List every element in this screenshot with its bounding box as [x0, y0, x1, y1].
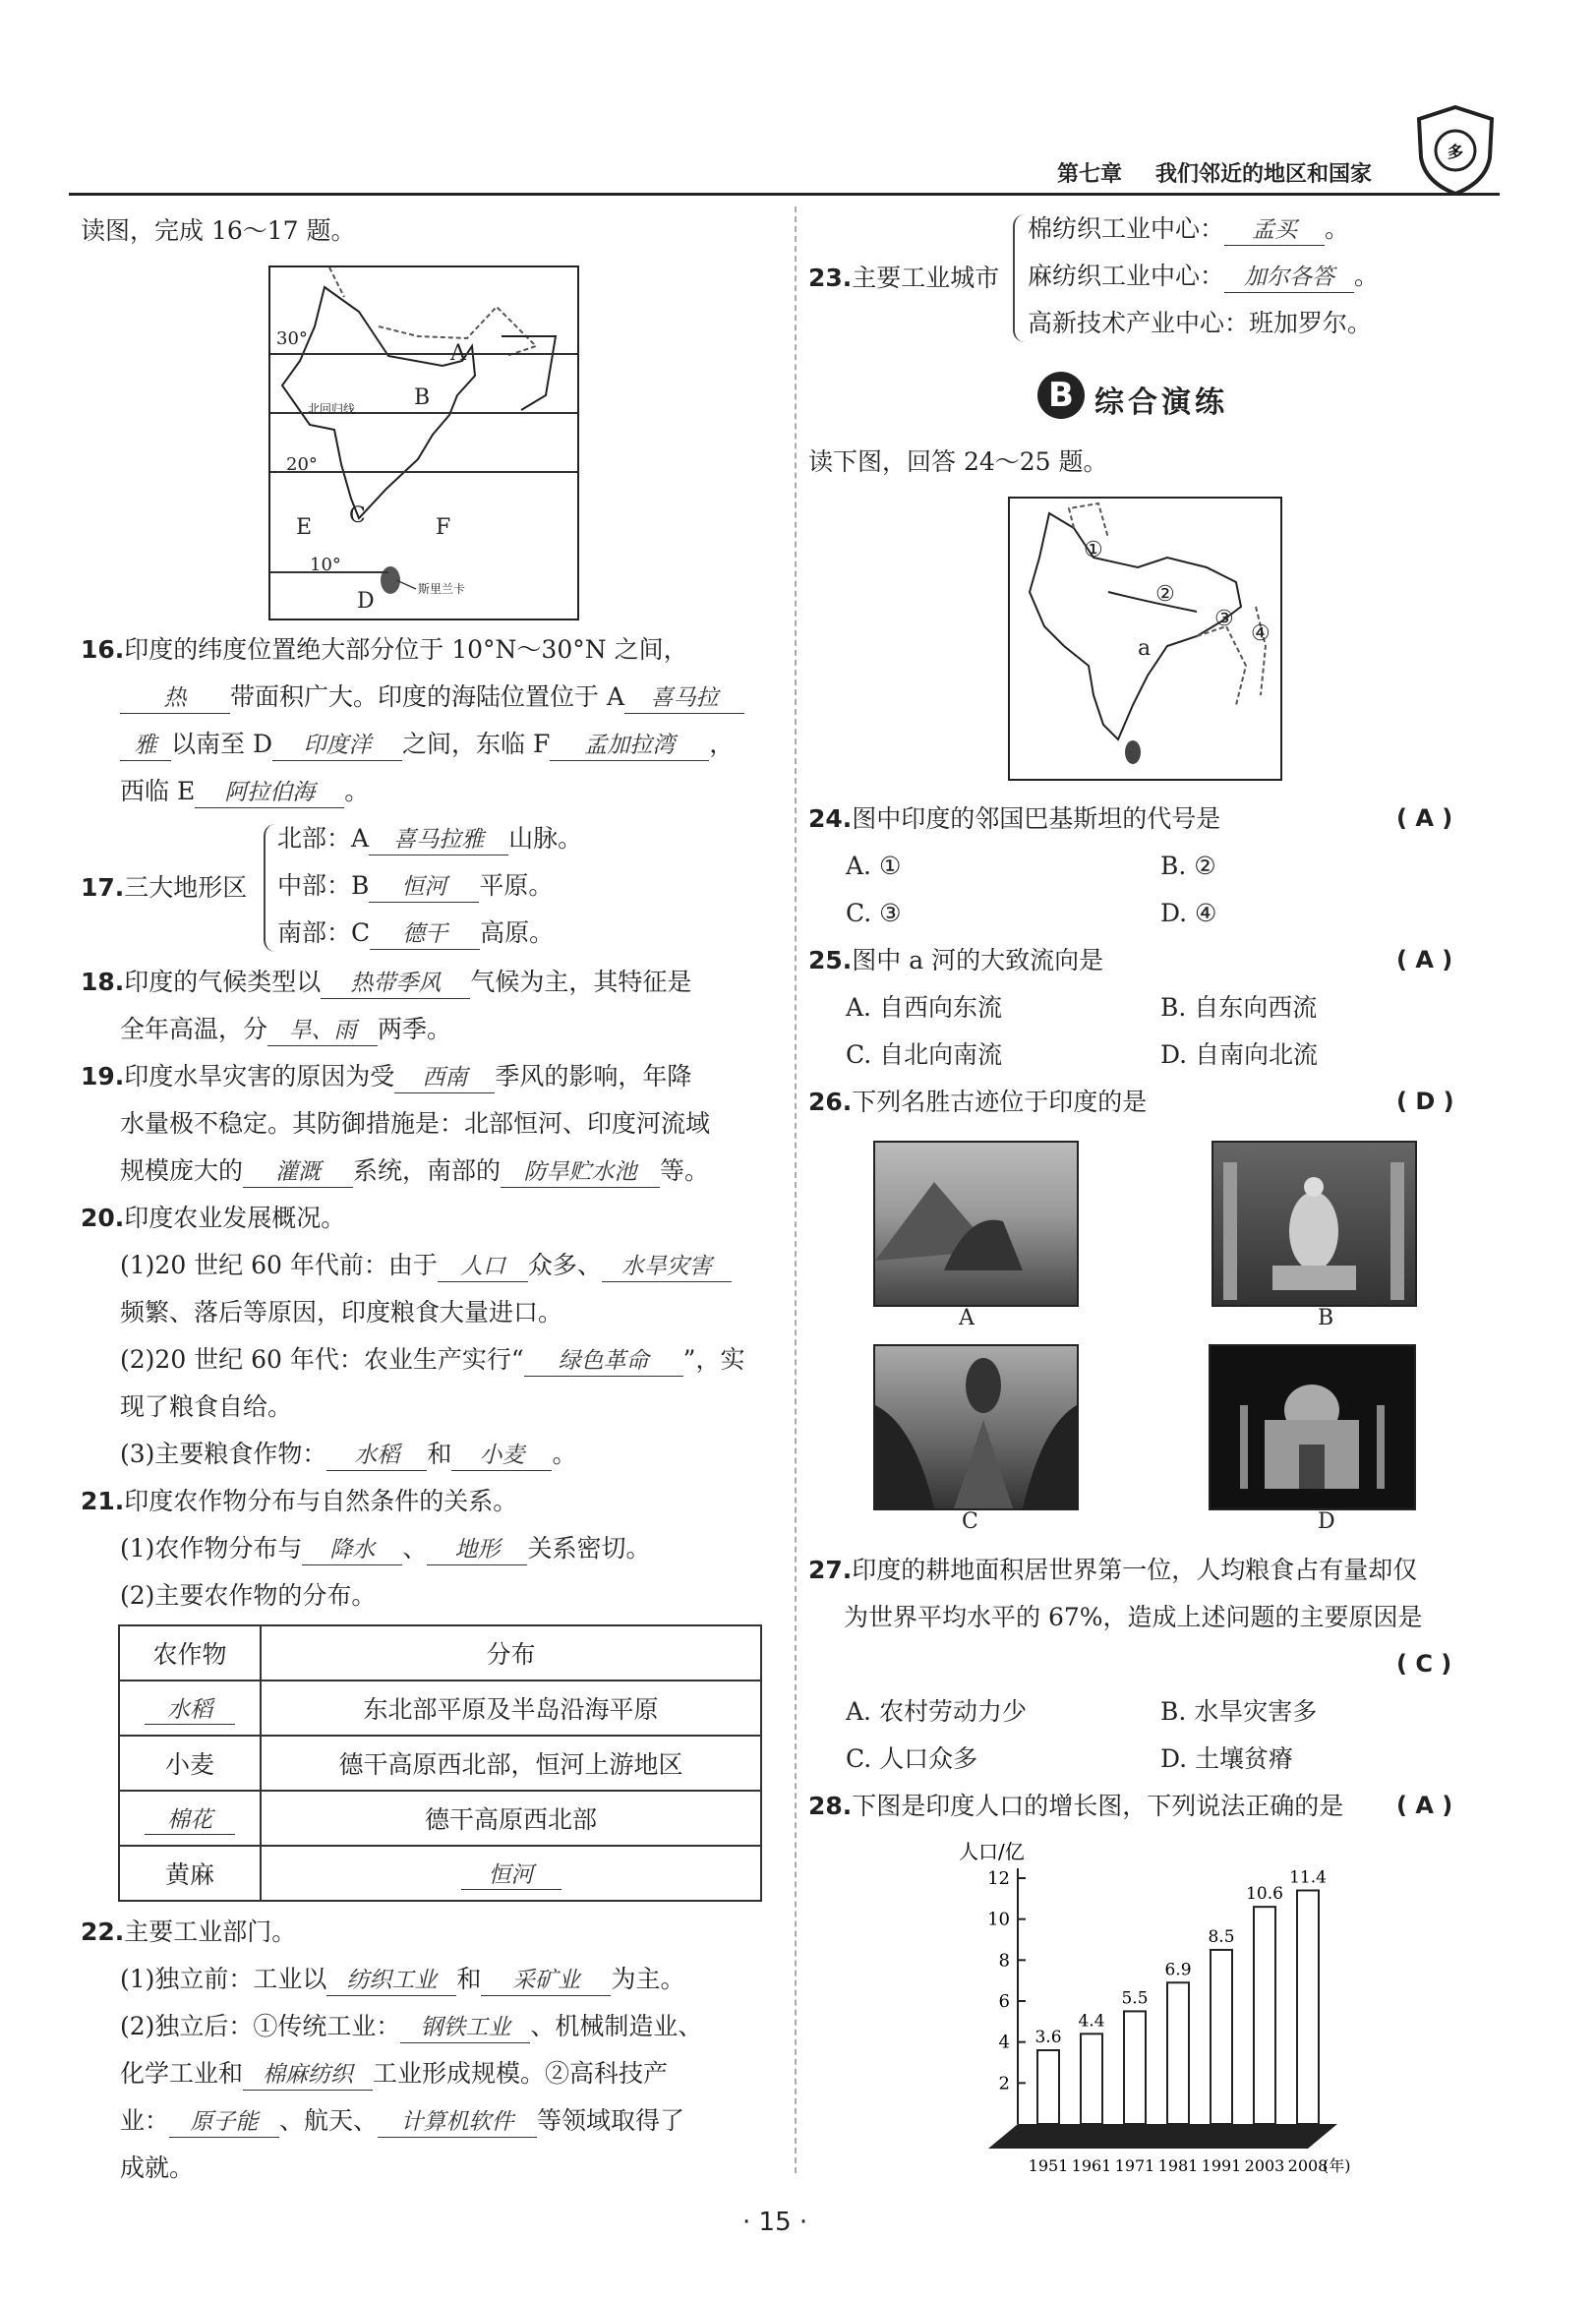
table-header-dist: 分布 — [261, 1625, 761, 1681]
map-label-e: E — [296, 515, 313, 540]
q24-option-b: B. ② — [1160, 852, 1216, 880]
q26-stem: 26.下列名胜古迹位于印度的是 — [808, 1088, 1148, 1116]
bar — [1081, 2034, 1102, 2124]
x-tick-label: 1961 — [1071, 2156, 1112, 2175]
q16-line1: 16.印度的纬度位置绝大部分位于 10°N～30°N 之间， — [81, 635, 688, 664]
q20-line2: (1)20 世纪 60 年代前：由于 人口 众多、 水旱灾害 — [120, 1251, 732, 1282]
q22-line1: 22.主要工业部门。 — [81, 1917, 297, 1946]
table-row — [119, 1736, 761, 1791]
table-cell-crop: 水稻 — [119, 1681, 261, 1736]
y-tick-label: 8 — [998, 1950, 1010, 1972]
q22-line2: (1)独立前：工业以 纺织工业 和 采矿业 为主。 — [120, 1965, 684, 1996]
q27-option-b: B. 水旱灾害多 — [1160, 1697, 1318, 1726]
x-tick-label: 1991 — [1201, 2156, 1242, 2175]
table-row — [119, 1791, 761, 1846]
bar-value-label: 5.5 — [1121, 1988, 1149, 2009]
q23-row1: 棉纺织工业中心： 孟买 。 — [1028, 214, 1349, 246]
q17-south: 南部：C 德干 高原。 — [277, 918, 554, 950]
bar — [1254, 1907, 1275, 2124]
y-tick-label: 10 — [987, 1909, 1010, 1930]
table-cell-crop: 小麦 — [119, 1736, 261, 1791]
q20-line1: 20.印度农业发展概况。 — [81, 1204, 346, 1232]
photo-label-c: C — [962, 1509, 978, 1534]
page-number: · 15 · — [742, 2208, 808, 2237]
q24-option-c: C. ③ — [846, 899, 902, 927]
table-cell-dist: 德干高原西北部 — [261, 1791, 761, 1846]
table-header-crop: 农作物 — [119, 1625, 261, 1681]
q27-option-d: D. 土壤贫瘠 — [1160, 1744, 1294, 1773]
crop-distribution-table — [118, 1624, 762, 1902]
bar — [1211, 1950, 1232, 2124]
population-chart-svg — [939, 1829, 1352, 2193]
india-neighbors-map — [1008, 497, 1282, 781]
bar-value-label: 4.4 — [1078, 2011, 1105, 2032]
population-chart — [939, 1829, 1352, 2193]
intro-text: 读图，完成 16～17 题。 — [81, 216, 356, 245]
photo-taj-mahal — [1209, 1344, 1416, 1510]
photo-sphinx — [873, 1141, 1079, 1307]
q22-line4: 化学工业和 棉麻纺织 工业形成规模。②高科技产 — [120, 2059, 668, 2091]
q27-line1: 27.印度的耕地面积居世界第一位，人均粮食占有量却仅 — [808, 1556, 1418, 1584]
india-map — [268, 265, 579, 620]
bar-value-label: 11.4 — [1289, 1867, 1327, 1888]
photo-label-d: D — [1318, 1509, 1335, 1534]
map-marker-4: ④ — [1251, 621, 1271, 646]
y-tick-label: 6 — [998, 1991, 1010, 2012]
map-marker-2: ② — [1155, 582, 1175, 607]
q25-answer: ( A ) — [1396, 946, 1453, 973]
table-cell-dist: 德干高原西北部，恒河上游地区 — [261, 1736, 761, 1791]
lat-10: 10° — [310, 555, 341, 575]
q17-label: 17.三大地形区 — [81, 873, 248, 902]
photo-label-b: B — [1318, 1306, 1334, 1330]
q16-line2: 热 带面积广大。印度的海陆位置位于 A 喜马拉 — [120, 682, 744, 714]
q16-line4: 西临 E 阿拉伯海 。 — [120, 777, 369, 808]
tropic-label: 北回归线 — [308, 402, 356, 416]
table-cell-crop: 棉花 — [119, 1791, 261, 1846]
river-label-a: a — [1138, 636, 1152, 661]
q21-line2: (1)农作物分布与 降水 、 地形 关系密切。 — [120, 1534, 650, 1565]
bar — [1297, 1891, 1319, 2125]
q24-answer: ( A ) — [1396, 804, 1453, 832]
bar-value-label: 8.5 — [1208, 1926, 1235, 1947]
lat-20: 20° — [286, 454, 318, 475]
x-tick-label: 2008 — [1287, 2156, 1329, 2175]
q27-answer: ( C ) — [1396, 1650, 1452, 1678]
q20-line5: 现了粮食自给。 — [120, 1392, 293, 1421]
column-divider — [795, 206, 797, 2173]
x-tick-label: 1981 — [1157, 2156, 1199, 2175]
q25-option-b: B. 自东向西流 — [1160, 993, 1318, 1022]
banner-text: 综合演练 — [1094, 385, 1228, 420]
q25-option-d: D. 自南向北流 — [1160, 1040, 1319, 1069]
q20-line4: (2)20 世纪 60 年代：农业生产实行“ 绿色革命 ”，实 — [120, 1345, 744, 1377]
q18-line2: 全年高温，分 旱、雨 两季。 — [120, 1015, 451, 1046]
x-tick-label: 1971 — [1114, 2156, 1155, 2175]
map-label-b: B — [414, 385, 431, 410]
photo-buddha-statue — [1212, 1141, 1417, 1307]
y-tick-label: 4 — [998, 2032, 1010, 2053]
bar — [1037, 2050, 1059, 2124]
bar-value-label: 6.9 — [1164, 1960, 1192, 1980]
table-row — [119, 1846, 761, 1901]
map-label-d: D — [357, 589, 375, 614]
q25-option-c: C. 自北向南流 — [846, 1040, 1003, 1069]
q22-line6: 成就。 — [120, 2153, 195, 2182]
chapter-title: 我们邻近的地区和国家 — [1155, 162, 1373, 187]
q23-row3: 高新技术产业中心：班加罗尔。 — [1028, 309, 1373, 337]
bar — [1167, 1982, 1189, 2124]
q17-middle: 中部：B 恒河 平原。 — [277, 871, 553, 903]
chapter-label: 第七章 — [1057, 162, 1123, 187]
map-marker-1: ① — [1084, 538, 1103, 562]
q19-line3: 规模庞大的 灌溉 系统，南部的 防旱贮水池 等。 — [120, 1156, 709, 1188]
q17-north: 北部：A 喜马拉雅 山脉。 — [277, 824, 582, 855]
bar — [1124, 2011, 1146, 2124]
q24-stem: 24.图中印度的邻国巴基斯坦的代号是 — [808, 804, 1221, 833]
q20-line3: 频繁、落后等原因，印度粮食大量进口。 — [120, 1298, 563, 1327]
svg-text:多: 多 — [1447, 143, 1464, 161]
q22-line5: 业： 原子能 、航天、 计算机软件 等领域取得了 — [120, 2106, 684, 2138]
q25-stem: 25.图中 a 河的大致流向是 — [808, 946, 1104, 974]
map-label-a: A — [450, 341, 466, 366]
bar-value-label: 10.6 — [1246, 1884, 1283, 1905]
table-cell-dist: 东北部平原及半岛沿海平原 — [261, 1681, 761, 1736]
table-header-row — [119, 1625, 761, 1681]
bar-value-label: 3.6 — [1034, 2028, 1062, 2047]
q27-option-a: A. 农村劳动力少 — [846, 1697, 1027, 1726]
school-logo — [1411, 103, 1500, 201]
q22-line3: (2)独立后：①传统工业： 钢铁工业 、机械制造业、 — [120, 2012, 702, 2043]
q24-option-d: D. ④ — [1160, 899, 1217, 927]
y-axis-label: 人口/亿 — [959, 1840, 1025, 1863]
q28-stem: 28.下图是印度人口的增长图，下列说法正确的是 — [808, 1792, 1344, 1820]
map-label-c: C — [349, 503, 366, 528]
banner-letter: B — [1037, 372, 1085, 419]
q27-option-c: C. 人口众多 — [846, 1744, 978, 1773]
y-tick-label: 12 — [987, 1868, 1010, 1889]
q16-line3: 雅 以南至 D 印度洋 之间，东临 F 孟加拉湾 ， — [120, 730, 734, 761]
practice-banner — [1037, 372, 1288, 423]
q28-answer: ( A ) — [1396, 1792, 1453, 1819]
q19-line2: 水量极不稳定。其防御措施是：北部恒河、印度河流域 — [120, 1109, 711, 1138]
q23-brace — [1013, 214, 1025, 342]
x-tick-label: 1951 — [1028, 2156, 1069, 2175]
lat-30: 30° — [276, 328, 308, 349]
x-axis-label: (年) — [1323, 2156, 1351, 2175]
q23-row2: 麻纺织工业中心： 加尔各答 。 — [1028, 262, 1379, 293]
table-row — [119, 1681, 761, 1736]
map-label-f: F — [436, 515, 451, 540]
q24-option-a: A. ① — [846, 852, 902, 880]
intro-text-2: 读下图，回答 24～25 题。 — [808, 447, 1108, 476]
q23-label: 23.主要工业城市 — [808, 264, 1000, 292]
header-rule — [69, 193, 1500, 196]
q21-line3: (2)主要农作物的分布。 — [120, 1581, 377, 1610]
photo-label-a: A — [959, 1306, 975, 1330]
q18-line1: 18.印度的气候类型以 热带季风 气候为主，其特征是 — [81, 968, 691, 999]
q21-line1: 21.印度农作物分布与自然条件的关系。 — [81, 1487, 518, 1515]
table-cell-crop: 黄麻 — [119, 1846, 261, 1901]
chart-base-platform — [988, 2124, 1337, 2149]
sri-lanka-label: 斯里兰卡 — [418, 582, 466, 596]
q27-line2: 为世界平均水平的 67%，造成上述问题的主要原因是 — [844, 1603, 1423, 1631]
y-tick-label: 2 — [998, 2073, 1010, 2094]
q25-option-a: A. 自西向东流 — [846, 993, 1002, 1022]
q19-line1: 19.印度水旱灾害的原因为受 西南 季风的影响，年降 — [81, 1062, 691, 1093]
map-marker-3: ③ — [1214, 607, 1234, 631]
x-tick-label: 2003 — [1244, 2156, 1285, 2175]
q26-answer: ( D ) — [1396, 1088, 1454, 1115]
table-cell-dist: 恒河 — [261, 1846, 761, 1901]
q17-brace — [264, 824, 275, 952]
q20-line6: (3)主要粮食作物： 水稻 和 小麦 。 — [120, 1440, 576, 1471]
photo-big-buddha — [873, 1344, 1079, 1510]
